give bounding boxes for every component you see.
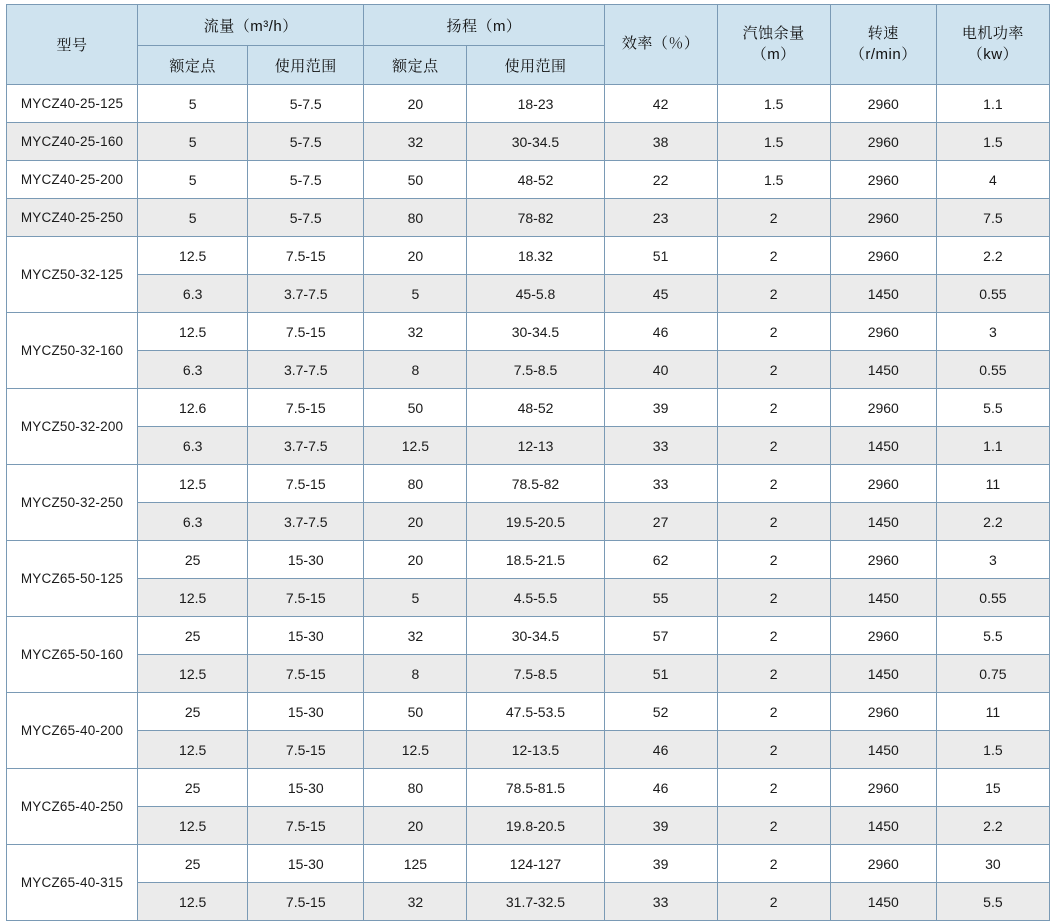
cell-flow-rated: 12.5 <box>138 731 248 769</box>
cell-flow-range: 7.5-15 <box>248 389 364 427</box>
cell-efficiency: 51 <box>604 237 717 275</box>
cell-head-range: 30-34.5 <box>467 313 604 351</box>
table-row <box>7 161 1050 199</box>
header-speed-line1: 转速 <box>867 25 899 43</box>
cell-flow-rated: 5 <box>138 85 248 123</box>
table-row <box>7 389 1050 427</box>
header-power <box>936 5 1049 85</box>
cell-model: MYCZ65-40-200 <box>7 693 138 769</box>
table-row <box>7 769 1050 807</box>
cell-head-range: 18-23 <box>467 85 604 123</box>
cell-head-range: 48-52 <box>467 389 604 427</box>
cell-power: 1.1 <box>936 85 1049 123</box>
cell-npsh: 2 <box>717 845 830 883</box>
cell-efficiency: 23 <box>604 199 717 237</box>
cell-model: MYCZ50-32-200 <box>7 389 138 465</box>
cell-npsh: 2 <box>717 541 830 579</box>
cell-head-rated: 50 <box>364 693 467 731</box>
cell-power: 3 <box>936 313 1049 351</box>
cell-flow-rated: 5 <box>138 123 248 161</box>
cell-head-rated: 80 <box>364 465 467 503</box>
header-npsh-line2: （m） <box>751 45 796 63</box>
cell-speed: 2960 <box>830 237 936 275</box>
cell-model: MYCZ40-25-200 <box>7 161 138 199</box>
cell-flow-rated: 12.5 <box>138 313 248 351</box>
cell-flow-range: 7.5-15 <box>248 465 364 503</box>
cell-efficiency: 27 <box>604 503 717 541</box>
cell-head-rated: 50 <box>364 389 467 427</box>
cell-head-rated: 12.5 <box>364 731 467 769</box>
cell-power: 11 <box>936 693 1049 731</box>
cell-npsh: 2 <box>717 275 830 313</box>
cell-speed: 2960 <box>830 161 936 199</box>
cell-head-range: 45-5.8 <box>467 275 604 313</box>
cell-flow-range: 7.5-15 <box>248 807 364 845</box>
cell-speed: 1450 <box>830 351 936 389</box>
table-row <box>7 883 1050 921</box>
header-model: 型号 <box>7 5 138 85</box>
cell-head-rated: 80 <box>364 199 467 237</box>
cell-flow-range: 7.5-15 <box>248 579 364 617</box>
cell-head-rated: 12.5 <box>364 427 467 465</box>
cell-efficiency: 39 <box>604 807 717 845</box>
cell-power: 2.2 <box>936 503 1049 541</box>
cell-npsh: 2 <box>717 237 830 275</box>
table-row <box>7 579 1050 617</box>
cell-head-rated: 8 <box>364 655 467 693</box>
cell-efficiency: 33 <box>604 465 717 503</box>
cell-flow-range: 7.5-15 <box>248 237 364 275</box>
cell-head-rated: 20 <box>364 503 467 541</box>
table-row <box>7 427 1050 465</box>
cell-flow-rated: 12.5 <box>138 883 248 921</box>
cell-flow-rated: 6.3 <box>138 427 248 465</box>
cell-model: MYCZ40-25-160 <box>7 123 138 161</box>
cell-speed: 2960 <box>830 541 936 579</box>
cell-npsh: 2 <box>717 655 830 693</box>
table-row <box>7 199 1050 237</box>
table-row <box>7 465 1050 503</box>
cell-power: 0.55 <box>936 579 1049 617</box>
cell-power: 5.5 <box>936 883 1049 921</box>
cell-efficiency: 39 <box>604 389 717 427</box>
cell-npsh: 1.5 <box>717 161 830 199</box>
cell-flow-range: 7.5-15 <box>248 655 364 693</box>
cell-head-range: 48-52 <box>467 161 604 199</box>
cell-model: MYCZ65-50-160 <box>7 617 138 693</box>
header-power-line1: 电机功率 <box>961 25 1024 43</box>
cell-efficiency: 55 <box>604 579 717 617</box>
cell-flow-rated: 6.3 <box>138 503 248 541</box>
cell-head-range: 124-127 <box>467 845 604 883</box>
header-power-line2: （kw） <box>967 45 1019 63</box>
cell-npsh: 2 <box>717 617 830 655</box>
header-flow-rated: 额定点 <box>138 46 248 85</box>
table-row <box>7 123 1050 161</box>
cell-speed: 2960 <box>830 845 936 883</box>
header-head-group: 扬程（m） <box>364 5 604 46</box>
cell-head-range: 18.32 <box>467 237 604 275</box>
table-header <box>7 5 1050 85</box>
cell-flow-range: 7.5-15 <box>248 883 364 921</box>
cell-head-rated: 5 <box>364 275 467 313</box>
cell-flow-rated: 12.5 <box>138 237 248 275</box>
cell-speed: 1450 <box>830 731 936 769</box>
cell-head-range: 78.5-82 <box>467 465 604 503</box>
cell-head-range: 7.5-8.5 <box>467 655 604 693</box>
table-row <box>7 693 1050 731</box>
cell-head-rated: 50 <box>364 161 467 199</box>
cell-flow-rated: 5 <box>138 199 248 237</box>
cell-model: MYCZ65-40-250 <box>7 769 138 845</box>
cell-power: 7.5 <box>936 199 1049 237</box>
table-row <box>7 313 1050 351</box>
header-efficiency: 效率（％） <box>604 5 717 85</box>
cell-efficiency: 22 <box>604 161 717 199</box>
cell-model: MYCZ50-32-125 <box>7 237 138 313</box>
header-flow-range: 使用范围 <box>248 46 364 85</box>
cell-head-rated: 20 <box>364 541 467 579</box>
cell-power: 2.2 <box>936 237 1049 275</box>
cell-flow-rated: 5 <box>138 161 248 199</box>
cell-model: MYCZ65-50-125 <box>7 541 138 617</box>
cell-power: 2.2 <box>936 807 1049 845</box>
cell-efficiency: 57 <box>604 617 717 655</box>
cell-power: 5.5 <box>936 617 1049 655</box>
cell-power: 1.5 <box>936 123 1049 161</box>
cell-flow-rated: 6.3 <box>138 351 248 389</box>
header-head-rated: 额定点 <box>364 46 467 85</box>
cell-speed: 2960 <box>830 123 936 161</box>
cell-power: 5.5 <box>936 389 1049 427</box>
table-row <box>7 275 1050 313</box>
cell-npsh: 2 <box>717 427 830 465</box>
cell-flow-rated: 25 <box>138 845 248 883</box>
cell-npsh: 2 <box>717 693 830 731</box>
cell-efficiency: 38 <box>604 123 717 161</box>
cell-speed: 2960 <box>830 313 936 351</box>
cell-head-rated: 80 <box>364 769 467 807</box>
cell-npsh: 1.5 <box>717 85 830 123</box>
pump-spec-table-wrapper <box>6 4 1050 921</box>
cell-efficiency: 46 <box>604 769 717 807</box>
cell-npsh: 2 <box>717 199 830 237</box>
cell-head-range: 30-34.5 <box>467 617 604 655</box>
cell-speed: 2960 <box>830 199 936 237</box>
cell-flow-range: 5-7.5 <box>248 161 364 199</box>
cell-npsh: 2 <box>717 313 830 351</box>
cell-head-rated: 20 <box>364 85 467 123</box>
cell-npsh: 2 <box>717 503 830 541</box>
cell-head-rated: 32 <box>364 313 467 351</box>
cell-power: 0.75 <box>936 655 1049 693</box>
cell-npsh: 2 <box>717 351 830 389</box>
header-flow-group: 流量（m³/h） <box>138 5 364 46</box>
cell-flow-rated: 25 <box>138 541 248 579</box>
cell-speed: 2960 <box>830 693 936 731</box>
cell-head-range: 4.5-5.5 <box>467 579 604 617</box>
cell-speed: 2960 <box>830 769 936 807</box>
cell-head-range: 18.5-21.5 <box>467 541 604 579</box>
cell-npsh: 2 <box>717 769 830 807</box>
cell-flow-range: 5-7.5 <box>248 199 364 237</box>
cell-head-range: 30-34.5 <box>467 123 604 161</box>
cell-efficiency: 45 <box>604 275 717 313</box>
cell-head-rated: 32 <box>364 883 467 921</box>
header-npsh-line1: 汽蚀余量 <box>742 25 805 43</box>
cell-power: 3 <box>936 541 1049 579</box>
cell-flow-range: 15-30 <box>248 845 364 883</box>
cell-head-rated: 20 <box>364 237 467 275</box>
cell-efficiency: 33 <box>604 427 717 465</box>
cell-speed: 1450 <box>830 579 936 617</box>
table-row <box>7 731 1050 769</box>
cell-power: 1.5 <box>936 731 1049 769</box>
header-row-top <box>7 5 1050 46</box>
pump-spec-table <box>6 4 1050 921</box>
cell-speed: 2960 <box>830 617 936 655</box>
cell-flow-range: 3.7-7.5 <box>248 275 364 313</box>
cell-flow-rated: 12.6 <box>138 389 248 427</box>
table-row <box>7 807 1050 845</box>
cell-flow-rated: 25 <box>138 769 248 807</box>
cell-head-range: 12-13.5 <box>467 731 604 769</box>
cell-head-range: 19.8-20.5 <box>467 807 604 845</box>
cell-head-rated: 32 <box>364 123 467 161</box>
cell-npsh: 2 <box>717 883 830 921</box>
cell-speed: 1450 <box>830 883 936 921</box>
cell-npsh: 2 <box>717 731 830 769</box>
cell-head-rated: 125 <box>364 845 467 883</box>
cell-flow-rated: 12.5 <box>138 579 248 617</box>
header-head-range: 使用范围 <box>467 46 604 85</box>
cell-power: 11 <box>936 465 1049 503</box>
cell-speed: 2960 <box>830 465 936 503</box>
cell-speed: 1450 <box>830 503 936 541</box>
cell-speed: 2960 <box>830 85 936 123</box>
table-row <box>7 845 1050 883</box>
cell-flow-range: 5-7.5 <box>248 123 364 161</box>
cell-model: MYCZ50-32-160 <box>7 313 138 389</box>
cell-npsh: 1.5 <box>717 123 830 161</box>
cell-efficiency: 51 <box>604 655 717 693</box>
header-speed <box>830 5 936 85</box>
cell-power: 0.55 <box>936 351 1049 389</box>
cell-flow-range: 3.7-7.5 <box>248 427 364 465</box>
cell-flow-range: 15-30 <box>248 617 364 655</box>
cell-power: 30 <box>936 845 1049 883</box>
cell-power: 4 <box>936 161 1049 199</box>
cell-head-range: 78.5-81.5 <box>467 769 604 807</box>
cell-npsh: 2 <box>717 807 830 845</box>
cell-flow-rated: 12.5 <box>138 807 248 845</box>
cell-model: MYCZ40-25-125 <box>7 85 138 123</box>
cell-flow-range: 15-30 <box>248 541 364 579</box>
cell-head-range: 31.7-32.5 <box>467 883 604 921</box>
table-body <box>7 85 1050 921</box>
table-row <box>7 351 1050 389</box>
cell-speed: 1450 <box>830 427 936 465</box>
cell-flow-rated: 25 <box>138 693 248 731</box>
table-row <box>7 541 1050 579</box>
cell-flow-range: 3.7-7.5 <box>248 351 364 389</box>
cell-efficiency: 42 <box>604 85 717 123</box>
cell-speed: 1450 <box>830 275 936 313</box>
cell-model: MYCZ40-25-250 <box>7 199 138 237</box>
table-row <box>7 617 1050 655</box>
table-row <box>7 237 1050 275</box>
cell-flow-rated: 25 <box>138 617 248 655</box>
cell-head-range: 19.5-20.5 <box>467 503 604 541</box>
cell-flow-range: 7.5-15 <box>248 313 364 351</box>
cell-flow-rated: 12.5 <box>138 655 248 693</box>
cell-flow-range: 15-30 <box>248 693 364 731</box>
cell-flow-range: 15-30 <box>248 769 364 807</box>
cell-flow-range: 3.7-7.5 <box>248 503 364 541</box>
cell-head-range: 12-13 <box>467 427 604 465</box>
cell-speed: 1450 <box>830 807 936 845</box>
cell-efficiency: 40 <box>604 351 717 389</box>
cell-head-rated: 32 <box>364 617 467 655</box>
cell-efficiency: 52 <box>604 693 717 731</box>
cell-npsh: 2 <box>717 389 830 427</box>
header-speed-line2: （r/min） <box>849 45 917 63</box>
cell-model: MYCZ50-32-250 <box>7 465 138 541</box>
table-row <box>7 85 1050 123</box>
cell-efficiency: 46 <box>604 313 717 351</box>
cell-efficiency: 39 <box>604 845 717 883</box>
cell-efficiency: 46 <box>604 731 717 769</box>
cell-flow-range: 7.5-15 <box>248 731 364 769</box>
cell-power: 0.55 <box>936 275 1049 313</box>
cell-speed: 1450 <box>830 655 936 693</box>
cell-efficiency: 62 <box>604 541 717 579</box>
cell-head-range: 47.5-53.5 <box>467 693 604 731</box>
cell-head-range: 7.5-8.5 <box>467 351 604 389</box>
cell-head-rated: 8 <box>364 351 467 389</box>
cell-npsh: 2 <box>717 465 830 503</box>
cell-flow-rated: 12.5 <box>138 465 248 503</box>
table-row <box>7 655 1050 693</box>
header-npsh <box>717 5 830 85</box>
cell-power: 1.1 <box>936 427 1049 465</box>
cell-efficiency: 33 <box>604 883 717 921</box>
cell-head-range: 78-82 <box>467 199 604 237</box>
table-row <box>7 503 1050 541</box>
cell-flow-rated: 6.3 <box>138 275 248 313</box>
cell-flow-range: 5-7.5 <box>248 85 364 123</box>
cell-model: MYCZ65-40-315 <box>7 845 138 921</box>
cell-power: 15 <box>936 769 1049 807</box>
cell-head-rated: 5 <box>364 579 467 617</box>
cell-head-rated: 20 <box>364 807 467 845</box>
cell-speed: 2960 <box>830 389 936 427</box>
cell-npsh: 2 <box>717 579 830 617</box>
